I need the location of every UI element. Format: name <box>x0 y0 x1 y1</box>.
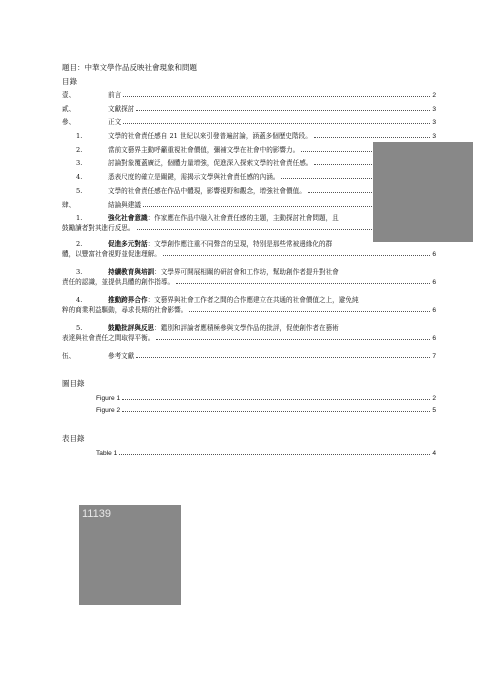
toc-page: 6 <box>432 279 436 286</box>
toc-number: 3. <box>76 268 83 276</box>
placeholder-label: 11139 <box>82 508 111 520</box>
toc-text-cont: 粹的商業利益驅動，尋求長期的社會影響。 <box>62 306 188 314</box>
toc-text: ：鑑別和評論者應積極參與文學作品的批評，促使創作者在藝術 <box>154 324 339 332</box>
toc-text-cont: 體，以豐富社會視野並促進理解。 <box>62 250 161 258</box>
toc-item[interactable] <box>76 131 436 141</box>
toc-bold-text: 鼓勵批評與反思 <box>108 324 155 332</box>
toc-item-multiline[interactable] <box>62 267 436 288</box>
toc-text: 文獻探討 <box>108 105 135 113</box>
toc-page: 6 <box>432 251 436 258</box>
toc-bold-text: 持續教育與培訓 <box>108 268 155 276</box>
toc-item[interactable] <box>62 104 436 114</box>
toc-heading: 目錄 <box>62 77 77 86</box>
toc-number: 1. <box>76 132 83 140</box>
toc-page: 6 <box>432 307 436 314</box>
toc-text-cont: 表達與社會責任之間取得平衡。 <box>62 334 155 342</box>
toc-item-multiline[interactable] <box>62 295 436 316</box>
toc-text: 文學的社會責任感在作品中體現，影響視野和觀念，增強社會價值。 <box>108 187 306 195</box>
toc-text: 當前文藝界主動呼籲重視社會價值，彌補文學在社會中的影響力。 <box>108 146 300 154</box>
toc-item[interactable] <box>62 117 436 127</box>
toc-number: 伍、 <box>62 352 76 360</box>
toc-bold-text: 促進多元對話 <box>108 240 148 248</box>
figure-page: 2 <box>432 395 436 402</box>
figures-heading: 圖目錄 <box>62 379 85 388</box>
toc-item[interactable] <box>62 90 436 100</box>
toc-text: 討論對象覆蓋廣泛，個體力量增強，促進深入探索文學的社會責任感。 <box>108 159 313 167</box>
toc-item-multiline[interactable] <box>62 239 436 260</box>
figure-page: 5 <box>432 407 436 414</box>
toc-page: 3 <box>432 106 436 113</box>
toc-number: 5. <box>76 187 83 195</box>
table-label: Table 1 <box>96 450 118 457</box>
figure-list-item[interactable] <box>96 405 436 415</box>
figure-label: Figure 2 <box>96 407 121 414</box>
figure-list-item[interactable] <box>96 393 436 403</box>
toc-text: 前言 <box>108 91 122 99</box>
figure-label: Figure 1 <box>96 395 121 402</box>
toc-number: 3. <box>76 159 83 167</box>
tables-heading: 表目錄 <box>62 434 85 443</box>
document-title: 題目：中華文學作品反映社會現象和問題 <box>62 63 197 72</box>
toc-number: 參、 <box>62 118 76 126</box>
toc-text: ：作家應在作品中融入社會責任感的主題，主動探討社會問題，且 <box>147 214 339 222</box>
toc-bold-text: 推動跨界合作 <box>108 296 148 304</box>
table-list-item[interactable] <box>96 448 436 458</box>
toc-number: 貳、 <box>62 105 76 113</box>
toc-page: 2 <box>432 92 436 99</box>
toc-number: 1. <box>76 214 83 222</box>
toc-text: 正文 <box>108 118 122 126</box>
table-page: 4 <box>432 450 436 457</box>
toc-text-cont: 責任的認識，並提供具體的創作指導。 <box>62 278 175 286</box>
toc-number: 肆、 <box>62 201 76 209</box>
toc-page: 7 <box>432 353 436 360</box>
toc-text: 參考文獻 <box>108 352 135 360</box>
toc-page: 3 <box>432 119 436 126</box>
toc-text: 結論與建議 <box>108 201 141 209</box>
toc-number: 4. <box>76 296 83 304</box>
toc-item-multiline[interactable] <box>62 323 436 344</box>
toc-number: 4. <box>76 173 83 181</box>
toc-page: 3 <box>432 133 436 140</box>
toc-number: 5. <box>76 324 83 332</box>
image-placeholder <box>79 505 181 605</box>
toc-text: 文學的社會責任感自 21 世紀以來引發普遍討論，涵蓋多個歷史階段。 <box>108 132 312 140</box>
toc-text: ：文藝界與社會工作者之間的合作應建立在共通的社會價值之上，避免純 <box>147 296 359 304</box>
toc-text: 悉表尺度的確立是關鍵，需揭示文學與社會責任感的內涵。 <box>108 173 280 181</box>
toc-number: 壹、 <box>62 91 76 99</box>
toc-number: 2. <box>76 240 83 248</box>
redaction-block <box>373 142 473 242</box>
toc-bold-text: 強化社會意識 <box>108 214 148 222</box>
toc-text-cont: 鼓勵讀者對其進行反思。 <box>62 224 135 232</box>
toc-page: 6 <box>432 335 436 342</box>
toc-number: 2. <box>76 146 83 154</box>
toc-text: ：文學創作應注重不同聲音的呈現，特別是那些常被邊緣化的群 <box>147 240 333 248</box>
toc-item[interactable] <box>62 351 436 361</box>
toc-text: ：文學界可開展相關的研討會和工作坊，幫助創作者提升對社會 <box>154 268 339 276</box>
